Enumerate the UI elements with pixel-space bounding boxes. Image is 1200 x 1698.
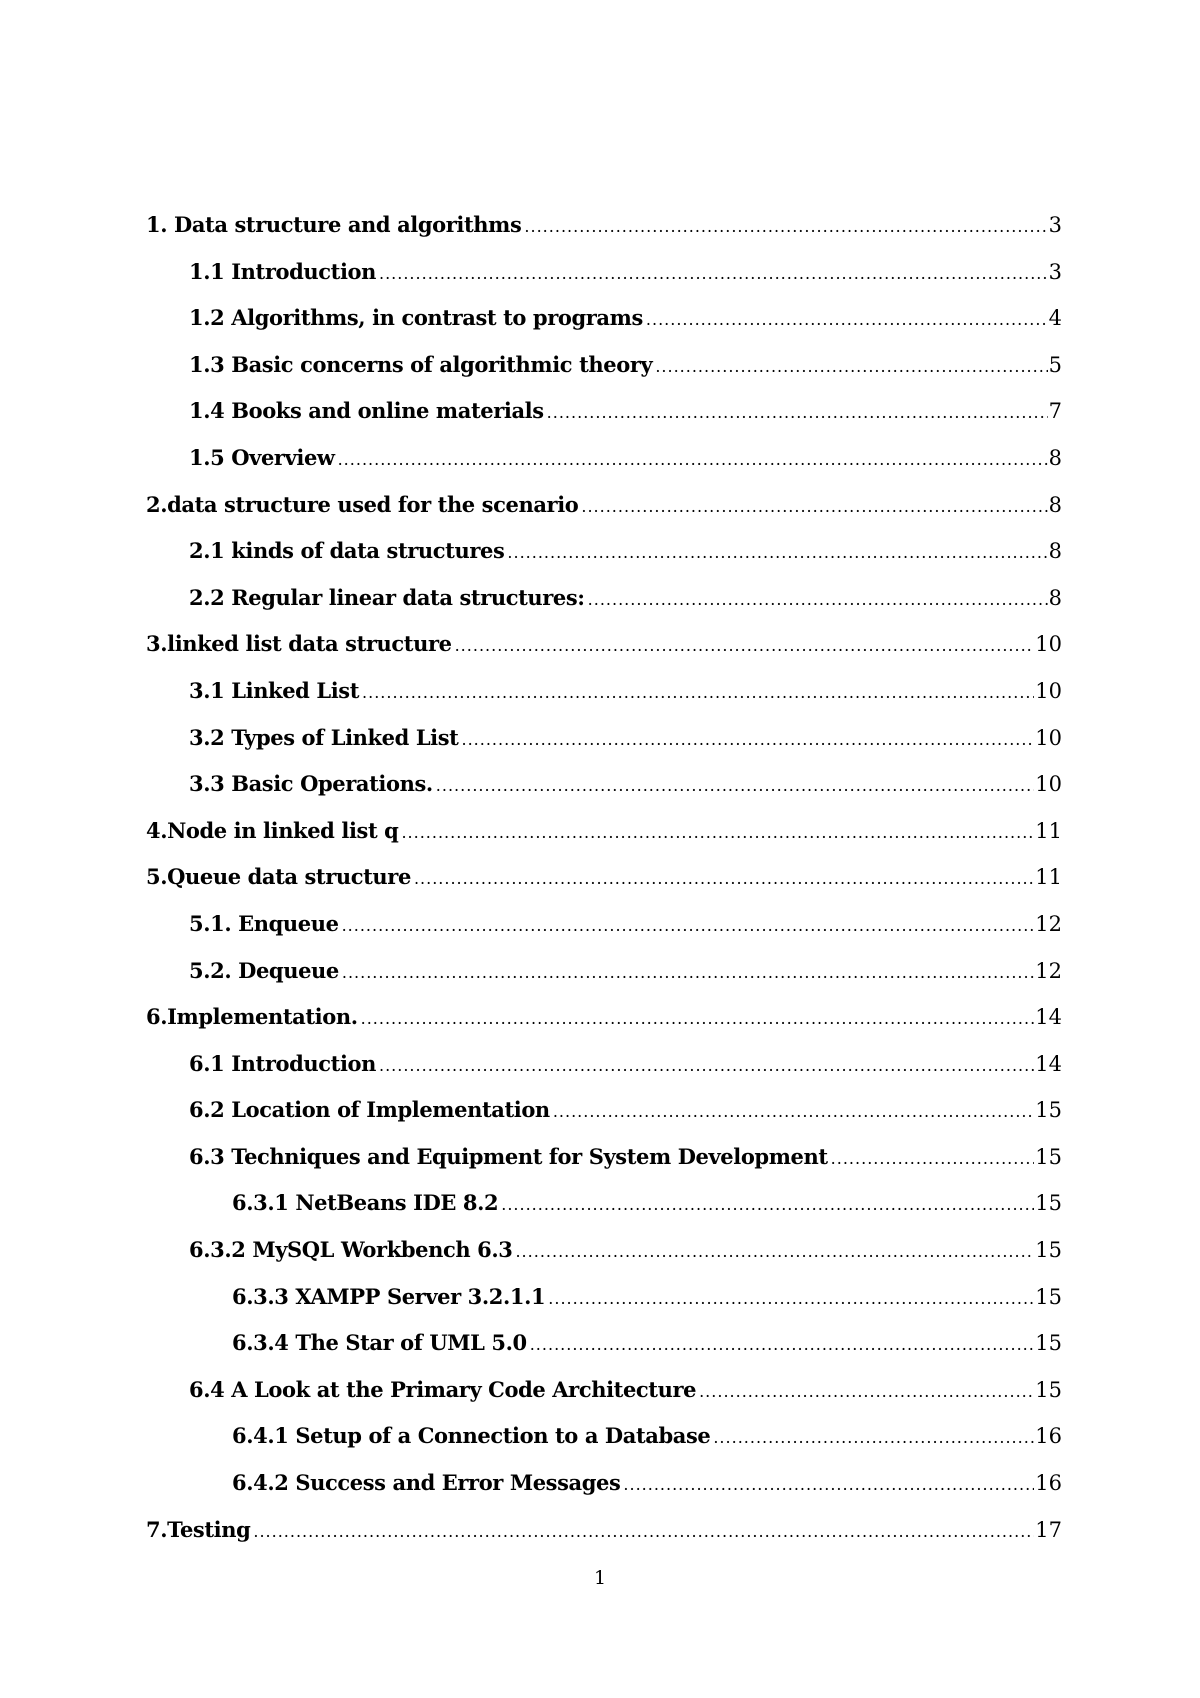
toc-dot-leader — [655, 359, 1047, 375]
toc-entry-page: 10 — [1035, 678, 1062, 703]
toc-entry-title: 6.1 Introduction — [189, 1050, 376, 1076]
toc-entry-page: 8 — [1048, 445, 1062, 470]
toc-dot-leader — [253, 1524, 1034, 1540]
toc-dot-leader — [623, 1477, 1034, 1493]
toc-entry-title: 6.4 A Look at the Primary Code Architecture — [189, 1376, 697, 1402]
toc-entry-page: 15 — [1035, 1284, 1062, 1309]
toc-dot-leader — [455, 638, 1035, 654]
toc-entry-page: 10 — [1035, 632, 1062, 657]
toc-entry-title: 6.3.4 The Star of UML 5.0 — [232, 1330, 527, 1356]
toc-dot-leader — [436, 778, 1034, 794]
toc-entry-page: 15 — [1035, 1377, 1062, 1402]
toc-entry-title: 5.2. Dequeue — [189, 957, 339, 983]
toc-entry[interactable] — [146, 258, 1062, 308]
toc-entry[interactable] — [146, 1516, 1062, 1566]
toc-dot-leader — [507, 545, 1047, 561]
toc-entry[interactable] — [146, 910, 1062, 960]
toc-dot-leader — [362, 685, 1034, 701]
toc-entry[interactable] — [146, 1332, 1062, 1379]
toc-entry-title: 1.5 Overview — [189, 444, 335, 470]
toc-dot-leader — [530, 1337, 1035, 1353]
toc-entry[interactable] — [146, 540, 1062, 587]
toc-entry-title: 1.2 Algorithms, in contrast to programs — [189, 305, 643, 331]
toc-entry-title: 2.2 Regular linear data structures: — [189, 584, 585, 610]
toc-entry[interactable] — [146, 1050, 1062, 1100]
toc-dot-leader — [524, 219, 1047, 235]
toc-entry-title: 7.Testing — [146, 1516, 251, 1542]
toc-dot-leader — [553, 1104, 1034, 1120]
toc-entry-title: 5.Queue data structure — [146, 864, 411, 890]
toc-dot-leader — [401, 825, 1034, 841]
toc-entry-page: 15 — [1035, 1238, 1062, 1263]
toc-entry-page: 7 — [1048, 399, 1062, 424]
toc-dot-leader — [379, 266, 1048, 282]
toc-entry-page: 15 — [1035, 1191, 1062, 1216]
toc-entry[interactable] — [146, 1376, 1062, 1426]
toc-entry-page: 16 — [1035, 1424, 1062, 1449]
toc-entry-page: 11 — [1035, 818, 1062, 843]
toc-entry[interactable] — [146, 307, 1062, 354]
toc-entry[interactable] — [146, 1472, 1062, 1519]
toc-entry[interactable] — [146, 444, 1062, 494]
toc-entry-title: 3.2 Types of Linked List — [189, 724, 459, 750]
toc-entry[interactable] — [146, 866, 1062, 913]
toc-entry[interactable] — [146, 400, 1062, 447]
toc-entry-page: 17 — [1035, 1517, 1062, 1542]
toc-entry-page: 10 — [1035, 725, 1062, 750]
toc-entry[interactable] — [146, 633, 1062, 680]
toc-entry-page: 15 — [1035, 1144, 1062, 1169]
toc-entry[interactable] — [146, 1099, 1062, 1146]
toc-entry-title: 3.3 Basic Operations. — [189, 771, 433, 797]
toc-entry-title: 6.3.2 MySQL Workbench 6.3 — [189, 1237, 513, 1263]
toc-entry[interactable] — [146, 957, 1062, 1007]
toc-dot-leader — [338, 452, 1048, 468]
toc-entry-title: 6.3 Techniques and Equipment for System Development — [189, 1143, 828, 1169]
toc-entry-title: 1.3 Basic concerns of algorithmic theory — [189, 351, 653, 377]
toc-entry-page: 12 — [1035, 958, 1062, 983]
toc-entry-title: 2.1 kinds of data structures — [189, 538, 505, 564]
toc-dot-leader — [342, 965, 1034, 981]
toc-dot-leader — [342, 918, 1035, 934]
toc-entry-title: 6.4.1 Setup of a Connection to a Database — [232, 1423, 711, 1449]
toc-dot-leader — [379, 1058, 1034, 1074]
toc-dot-leader — [831, 1151, 1035, 1167]
toc-entry-page: 15 — [1035, 1098, 1062, 1123]
toc-entry-page: 4 — [1048, 306, 1062, 331]
toc-entry-page: 15 — [1035, 1331, 1062, 1356]
toc-entry-page: 8 — [1048, 539, 1062, 564]
toc-entry[interactable] — [146, 1283, 1062, 1333]
toc-entry-page: 11 — [1035, 865, 1062, 890]
toc-entry[interactable] — [146, 351, 1062, 401]
toc-entry[interactable] — [146, 584, 1062, 634]
toc-entry-title: 6.3.1 NetBeans IDE 8.2 — [232, 1190, 499, 1216]
toc-entry-page: 5 — [1048, 352, 1062, 377]
toc-entry[interactable] — [146, 214, 1062, 261]
toc-entry-title: 3.1 Linked List — [189, 677, 360, 703]
toc-dot-leader — [581, 499, 1047, 515]
toc-entry-page: 3 — [1048, 259, 1062, 284]
toc-entry-page: 12 — [1035, 911, 1062, 936]
toc-entry-title: 6.4.2 Success and Error Messages — [232, 1470, 621, 1496]
toc-entry-title: 6.Implementation. — [146, 1004, 358, 1030]
toc-entry[interactable] — [146, 773, 1062, 820]
toc-dot-leader — [646, 312, 1048, 328]
toc-dot-leader — [713, 1430, 1034, 1446]
toc-entry-title: 4.Node in linked list q — [146, 817, 399, 843]
toc-entry-title: 1.1 Introduction — [189, 258, 376, 284]
toc-dot-leader — [414, 871, 1034, 887]
toc-entry[interactable] — [146, 724, 1062, 774]
toc-entry-page: 8 — [1048, 492, 1062, 517]
toc-entry-title: 5.1. Enqueue — [189, 910, 339, 936]
toc-dot-leader — [361, 1011, 1035, 1027]
toc-entry-page: 3 — [1048, 213, 1062, 237]
toc-entry[interactable] — [146, 1192, 1062, 1239]
table-of-contents — [146, 214, 1062, 1565]
toc-entry[interactable] — [146, 817, 1062, 867]
toc-entry-title: 2.data structure used for the scenario — [146, 491, 579, 517]
toc-entry-title: 6.2 Location of Implementation — [189, 1097, 550, 1123]
toc-entry[interactable] — [146, 1239, 1062, 1286]
toc-entry[interactable] — [146, 1143, 1062, 1193]
toc-dot-leader — [501, 1197, 1034, 1213]
toc-entry-title: 1.4 Books and online materials — [189, 398, 544, 424]
toc-dot-leader — [461, 732, 1034, 748]
toc-entry[interactable] — [146, 1425, 1062, 1472]
toc-dot-leader — [547, 405, 1048, 421]
toc-entry-title: 6.3.3 XAMPP Server 3.2.1.1 — [232, 1283, 546, 1309]
toc-entry-page: 14 — [1035, 1005, 1062, 1030]
toc-entry-page: 10 — [1035, 772, 1062, 797]
toc-dot-leader — [699, 1384, 1034, 1400]
toc-dot-leader — [588, 592, 1048, 608]
page-number: 1 — [593, 1567, 607, 1589]
toc-dot-leader — [515, 1244, 1034, 1260]
toc-entry[interactable] — [146, 677, 1062, 727]
toc-entry[interactable] — [146, 1006, 1062, 1053]
toc-entry-title: 1. Data structure and algorithms — [146, 212, 522, 237]
toc-dot-leader — [548, 1291, 1034, 1307]
toc-entry-page: 16 — [1035, 1471, 1062, 1496]
toc-entry-title: 3.linked list data structure — [146, 631, 452, 657]
toc-entry-page: 14 — [1035, 1051, 1062, 1076]
toc-entry[interactable] — [146, 491, 1062, 541]
toc-entry-page: 8 — [1048, 585, 1062, 610]
